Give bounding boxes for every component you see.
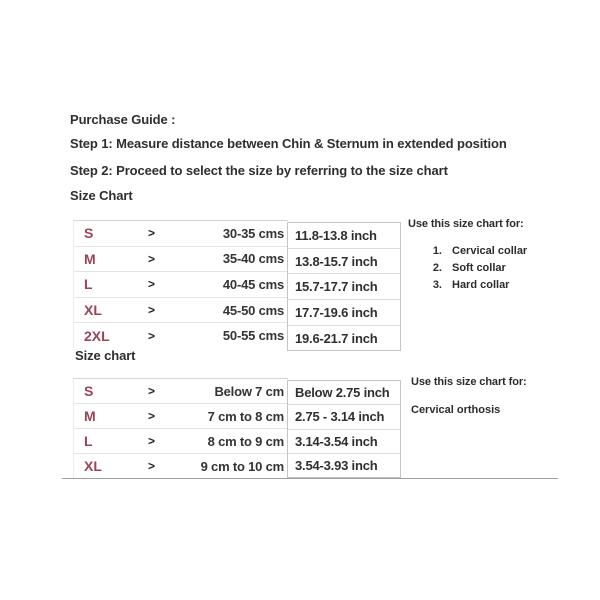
list-number: 1. [432, 245, 442, 257]
cm-value: 50-55 cms [222, 328, 284, 344]
table-row [74, 454, 288, 478]
list-label: Cervical collar [452, 245, 528, 257]
list-label: Hard collar [452, 279, 510, 291]
chevron-right-icon: > [148, 409, 156, 423]
usage-list-item [428, 277, 527, 294]
inch-table-2 [287, 380, 401, 478]
list-label: Soft collar [452, 262, 506, 274]
size-label: XL [84, 302, 102, 319]
size-chart-2-heading: Size chart [75, 348, 136, 363]
table-row [74, 272, 288, 298]
size-cm-table-2 [73, 378, 288, 478]
bottom-divider [62, 478, 558, 479]
cm-value: 40-45 cms [222, 276, 284, 292]
cm-value: 7 cm to 8 cm [207, 408, 284, 424]
table-row [74, 404, 288, 429]
size-label: S [84, 383, 94, 399]
usage-note-1 [408, 218, 527, 294]
inch-value: 19.6-21.7 inch [295, 330, 378, 346]
cm-value: 45-50 cms [222, 302, 284, 318]
inch-table-1 [287, 222, 401, 351]
cm-value: 9 cm to 10 cm [200, 458, 284, 474]
size-label: XL [84, 458, 102, 474]
chevron-right-icon: > [148, 384, 156, 398]
size-label: 2XL [84, 327, 110, 344]
size-cm-table-1 [73, 220, 288, 348]
table-row [74, 221, 288, 247]
size-label: L [84, 276, 93, 293]
chevron-right-icon: > [148, 251, 156, 266]
cm-value: 35-40 cms [222, 251, 284, 267]
size-label: M [84, 250, 96, 267]
table-row [74, 247, 288, 273]
size-label: L [84, 433, 93, 449]
list-number: 2. [432, 262, 442, 274]
chevron-right-icon: > [148, 303, 156, 318]
chevron-right-icon: > [148, 277, 156, 292]
purchase-guide-title: Purchase Guide : [70, 112, 176, 127]
cm-value: 30-35 cms [222, 225, 284, 241]
cm-value: 8 cm to 9 cm [207, 433, 284, 449]
chevron-right-icon: > [148, 434, 156, 448]
size-label: S [84, 225, 94, 242]
table-row [74, 298, 288, 324]
inch-value: 11.8-13.8 inch [288, 223, 400, 249]
usage-2-subtitle: Cervical orthosis [411, 404, 501, 416]
table-row [74, 429, 288, 454]
size-chart-1-heading: Size Chart [70, 188, 133, 203]
usage-2-title: Use this size chart for: [411, 376, 527, 388]
usage-1-list [428, 243, 527, 294]
chevron-right-icon: > [148, 459, 156, 473]
step2-text: Step 2: Proceed to select the size by referring to the size chart [70, 163, 448, 178]
inch-value: 13.8-15.7 inch [288, 249, 400, 275]
chevron-right-icon: > [148, 226, 156, 241]
inch-value: 3.54-3.93 inch [295, 458, 378, 474]
inch-value: 3.14-3.54 inch [288, 430, 400, 454]
usage-list-item [428, 260, 527, 277]
usage-1-title: Use this size chart for: [408, 218, 524, 230]
usage-list-item [428, 243, 527, 260]
list-number: 3. [432, 279, 442, 291]
table-row [74, 379, 288, 404]
inch-value: 2.75 - 3.14 inch [288, 405, 400, 429]
inch-value: 17.7-19.6 inch [288, 300, 400, 326]
inch-value: Below 2.75 inch [288, 381, 400, 405]
usage-note-2 [411, 376, 527, 416]
size-label: M [84, 408, 96, 424]
chevron-right-icon: > [148, 328, 156, 343]
table-row [74, 323, 288, 348]
cm-value: Below 7 cm [214, 383, 284, 399]
inch-value: 15.7-17.7 inch [288, 274, 400, 300]
step1-text: Step 1: Measure distance between Chin & Sternum in extended position [70, 136, 507, 151]
